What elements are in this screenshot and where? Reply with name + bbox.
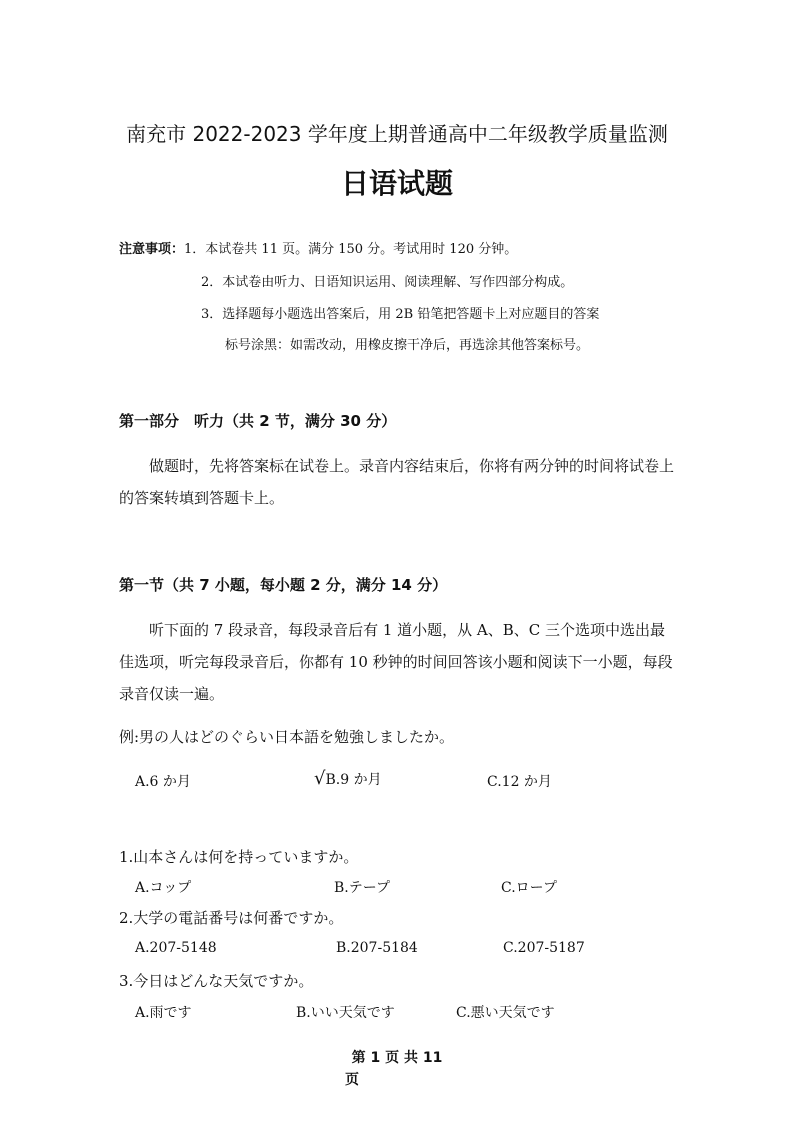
question-3-option-a: A.雨です — [135, 1005, 192, 1021]
page-number-overflow: 页 — [345, 1072, 359, 1088]
page-number: 第 1 页 共 11 — [351, 1050, 443, 1066]
note-item: 1．本试卷共 11 页。满分 150 分。考试用时 120 分钟。 — [184, 242, 518, 257]
option-label: B.9 か月 — [325, 772, 382, 788]
question-2-option-b: B.207-5184 — [336, 940, 418, 956]
exam-title: 南充市 2022-2023 学年度上期普通高中二年级教学质量监测 — [126, 122, 668, 146]
note-item: 3．选择题每小题选出答案后，用 2B 铅笔把答题卡上对应题目的答案 — [201, 307, 600, 322]
question-3-option-c: C.悪い天気です — [456, 1005, 555, 1021]
question-2-option-a: A.207-5148 — [135, 940, 217, 956]
part1-title: 第一部分 听力（共 2 节，满分 30 分） — [119, 412, 397, 430]
part1-instruction: 做题时，先将答案标在试卷上。录音内容结束后，你将有两分钟的时间将试卷上的答案转填到答题卡上。 — [119, 457, 675, 507]
exam-subtitle: 日语试题 — [340, 167, 453, 200]
example-option-b — [314, 768, 382, 789]
note-item: 标号涂黑：如需改动，用橡皮擦干净后，再选涂其他答案标号。 — [225, 338, 590, 353]
question-1-option-c: C.ロープ — [501, 880, 557, 896]
notes-label: 注意事项： — [119, 242, 185, 257]
note-item: 2．本试卷由听力、日语知识运用、阅读理解、写作四部分构成。 — [201, 275, 574, 290]
question-2-option-c: C.207-5187 — [503, 940, 585, 956]
checkmark-icon: √ — [314, 768, 326, 789]
example-option-c: C.12 か月 — [487, 774, 552, 790]
section1-title: 第一节（共 7 小题，每小题 2 分，满分 14 分） — [119, 576, 448, 594]
question-1-option-a: A.コップ — [135, 880, 192, 896]
example-option-a: A.6 か月 — [135, 774, 191, 790]
question-3: 3.今日はどんな天気ですか。 — [119, 972, 314, 990]
question-1-option-b: B.テープ — [334, 880, 391, 896]
section1-instruction: 听下面的 7 段录音，每段录音后有 1 道小题，从 A、B、C 三个选项中选出最佳选项，听完每段录音后，你都有 10 秒钟的时间回答该小题和阅读下一小题，每段录音仅读一遍。 — [119, 621, 673, 703]
question-1: 1.山本さんは何を持っていますか。 — [119, 848, 359, 866]
example-question: 例:男の人はどのぐらい日本語を勉強しましたか。 — [119, 728, 455, 746]
question-3-option-b: B.いい天気です — [296, 1005, 395, 1021]
question-2: 2.大学の電話番号は何番ですか。 — [119, 909, 344, 927]
notes-line-1 — [119, 238, 517, 257]
